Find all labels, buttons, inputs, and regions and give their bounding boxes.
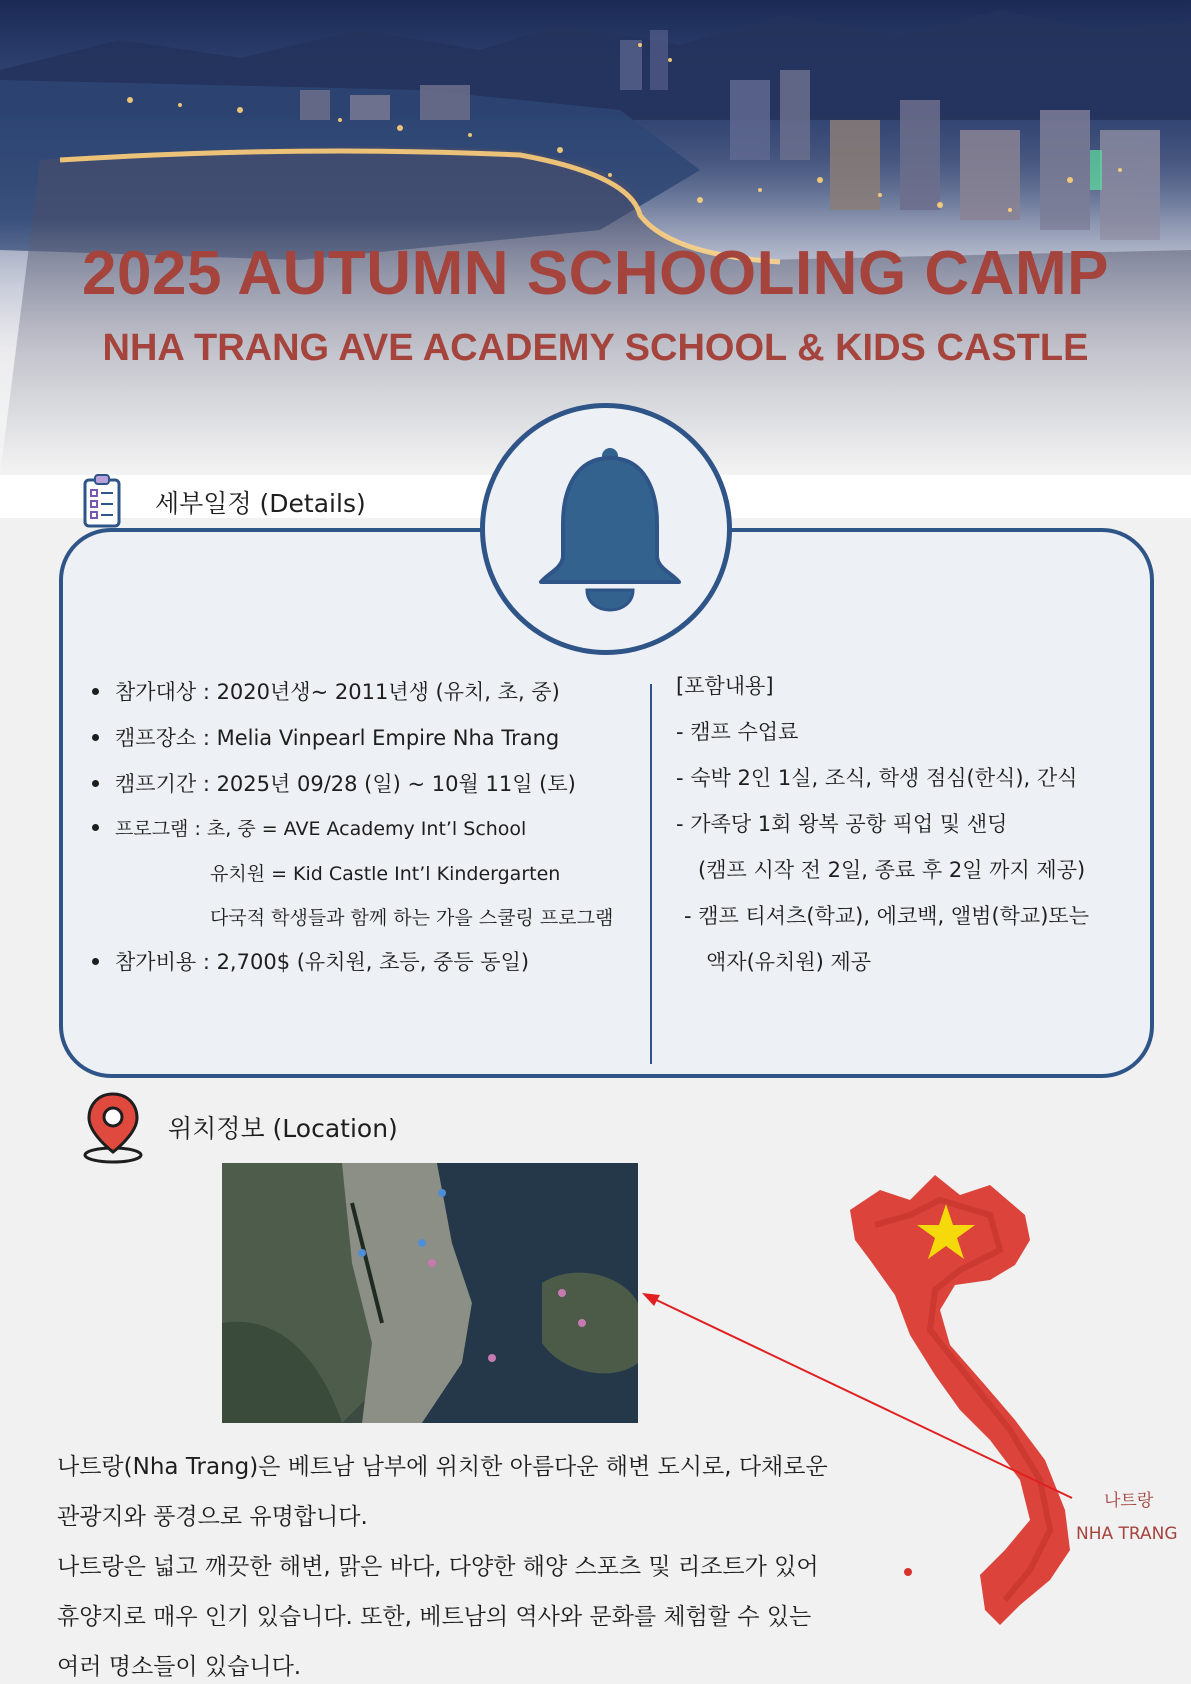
- bell-icon: [535, 446, 685, 614]
- list-item: 참가대상 : 2020년생~ 2011년생 (유치, 초, 중): [92, 676, 560, 706]
- includes-item: (캠프 시작 전 2일, 종료 후 2일 까지 제공): [698, 858, 1086, 882]
- list-item: 프로그램 : 초, 중 = AVE Academy Int’l School: [92, 814, 526, 841]
- camp-title: 2025 AUTUMN SCHOOLING CAMP: [82, 239, 1109, 308]
- list-item: 참가비용 : 2,700$ (유치원, 초등, 중등 동일): [92, 946, 529, 976]
- includes-item: - 캠프 수업료: [676, 720, 799, 744]
- location-paragraph-line: 관광지와 풍경으로 유명합니다.: [57, 1504, 368, 1530]
- includes-item: - 가족당 1회 왕복 공항 픽업 및 샌딩: [676, 812, 1008, 836]
- includes-item: 액자(유치원) 제공: [706, 950, 872, 974]
- details-heading: 세부일정 (Details): [155, 489, 366, 518]
- program-line: 다국적 학생들과 함께 하는 가을 스쿨링 프로그램: [210, 907, 614, 929]
- location-paragraph-line: 여러 명소들이 있습니다.: [57, 1654, 302, 1680]
- program-line: 유치원 = Kid Castle Int’l Kindergarten: [210, 863, 561, 885]
- list-item: 캠프장소 : Melia Vinpearl Empire Nha Trang: [92, 722, 559, 752]
- location-paragraph-line: 나트랑은 넓고 깨끗한 해변, 맑은 바다, 다양한 해양 스포츠 및 리조트가 있어: [57, 1554, 819, 1580]
- bell-badge: [480, 403, 732, 655]
- details-divider: [650, 684, 652, 1064]
- camp-subtitle: NHA TRANG AVE ACADEMY SCHOOL & KIDS CASTLE: [102, 327, 1089, 369]
- map-pin-icon: [82, 1090, 144, 1164]
- list-item: 캠프기간 : 2025년 09/28 (일) ~ 10월 11일 (토): [92, 768, 576, 798]
- includes-item: - 캠프 티셔츠(학교), 에코백, 앨범(학교)또는: [684, 904, 1089, 928]
- clipboard-checklist-icon: [82, 472, 122, 530]
- map-label-english: NHA TRANG: [1076, 1524, 1178, 1544]
- nha-trang-satellite-map: [222, 1163, 638, 1423]
- includes-item: - 숙박 2인 1실, 조식, 학생 점심(한식), 간식: [676, 766, 1078, 790]
- location-paragraph-line: 나트랑(Nha Trang)은 베트남 남부에 위치한 아름다운 해변 도시로, 다채로운: [57, 1454, 828, 1480]
- location-heading: 위치정보 (Location): [168, 1114, 398, 1143]
- location-paragraph-line: 휴양지로 매우 인기 있습니다. 또한, 베트남의 역사와 문화를 체험할 수 있는: [57, 1604, 812, 1630]
- includes-title: [포함내용]: [676, 674, 774, 698]
- map-label-korean: 나트랑: [1104, 1491, 1154, 1511]
